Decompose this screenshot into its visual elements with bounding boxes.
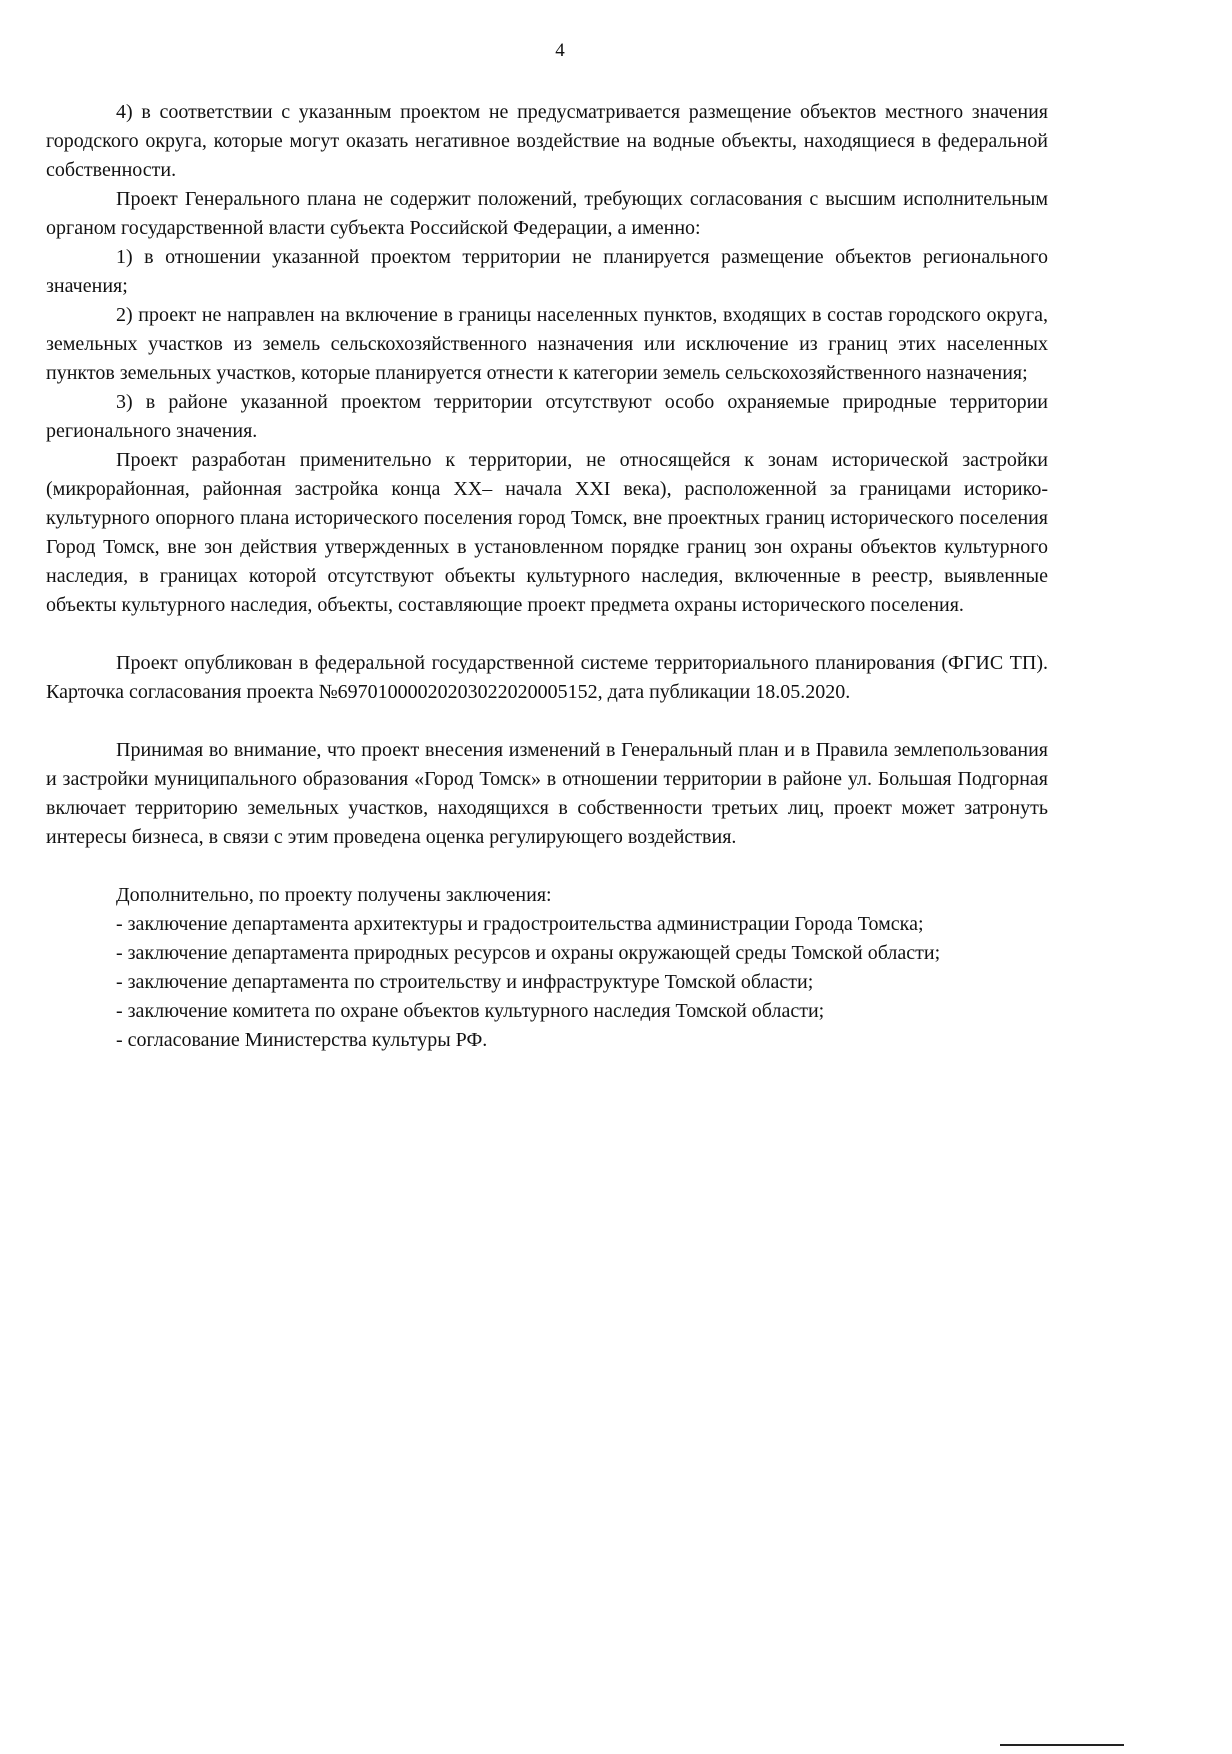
paragraph-no-approval-needed: Проект Генерального плана не содержит положений, требующих согласования с высшим исполнительным органом государственной власти субъекта Российской Федерации, а именно: [46,188,1048,239]
list-item-cultural-heritage-committee: - заключение комитета по охране объектов культурного наследия Томской области; [116,1000,825,1022]
list-item-natural-resources-dept: - заключение департамента природных ресурсов и охраны окружающей среды Томской области; [116,942,941,964]
document-body [46,98,1048,1055]
paragraph-publication: Проект опубликован в федеральной государственной системе территориального планирования (ФГИС ТП). Карточка согласования проекта №69701000020203022020005152, дата публикации 18.05.2020. [46,652,1048,703]
list-item-ministry-of-culture: - согласование Министерства культуры РФ. [116,1029,488,1051]
list-item-architecture-dept: - заключение департамента архитектуры и градостроительства администрации Города Томска; [116,913,924,935]
footer-divider-line [1000,1744,1124,1746]
paragraph-historic-zones: Проект разработан применительно к территории, не относящейся к зонам исторической застройки (микрорайонная, районная застройка конца XX– начала XXI века), расположенной за границами историко-культурного опорного плана исторического поселения город Томск, вне проектных границ исторического поселения Город Томск, вне зон действия утвержденных в установленном порядке границ зон охраны объектов культурного наследия, в границах которой отсутствуют объекты культурного наследия, включенные в реестр, выявленные объекты культурного наследия, объекты, составляющие проект предмета охраны исторического поселения. [46,449,1048,616]
paragraph-water-objects: 4) в соответствии с указанным проектом не предусматривается размещение объектов местного значения городского округа, которые могут оказать негативное воздействие на водные объекты, находящиеся в федеральной собственности. [46,101,1048,181]
paragraph-item-2: 2) проект не направлен на включение в границы населенных пунктов, входящих в состав городского округа, земельных участков из земель сельскохозяйственного назначения или исключение из границ этих населенных пунктов земельных участков, которые планируется отнести к категории земель сельскохозяйственного назначения; [46,304,1048,384]
paragraph-item-1: 1) в отношении указанной проектом территории не планируется размещение объектов регионального значения; [46,246,1048,297]
list-item-construction-dept: - заключение департамента по строительству и инфраструктуре Томской области; [116,971,814,993]
paragraph-regulatory-assessment: Принимая во внимание, что проект внесения изменений в Генеральный план и в Правила землепользования и застройки муниципального образования «Город Томск» в отношении территории в районе ул. Большая Подгорная включает территорию земельных участков, находящихся в собственности третьих лиц, проект может затронуть интересы бизнеса, в связи с этим проведена оценка регулирующего воздействия. [46,739,1048,848]
paragraph-item-3: 3) в районе указанной проектом территории отсутствуют особо охраняемые природные территории регионального значения. [46,391,1048,442]
page-number: 4 [555,40,565,61]
paragraph-conclusions-intro: Дополнительно, по проекту получены заключения: [116,884,552,906]
